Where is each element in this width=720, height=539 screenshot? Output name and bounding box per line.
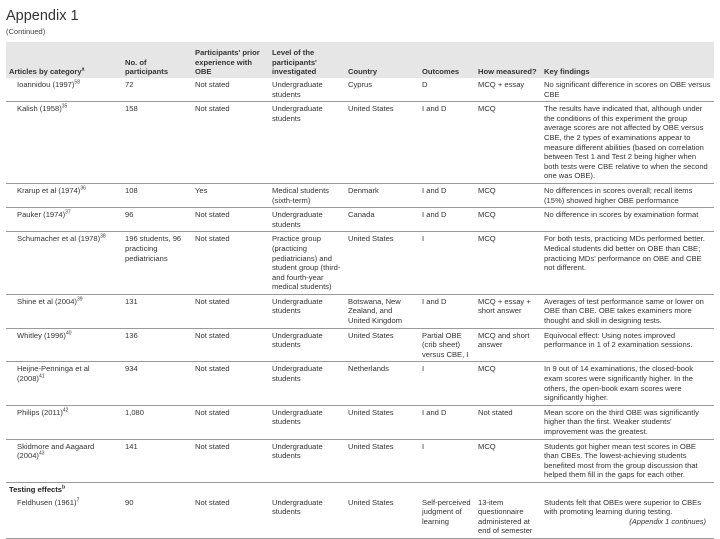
header-key-findings: Key findings bbox=[544, 67, 590, 77]
table-body-testing-effects bbox=[6, 496, 714, 539]
cell-prior-experience: Not stated bbox=[192, 232, 269, 295]
cell-article: Schumacher et al $(1978)^{38}$ bbox=[6, 232, 122, 295]
cell-level: Undergraduate students bbox=[269, 439, 345, 482]
cell-level: Undergraduate students bbox=[269, 102, 345, 184]
cell-level: Undergraduate students bbox=[269, 496, 345, 539]
cell-key-findings: Students got higher mean test scores in OBE than CBEs. The lowest-achieving students benefited most from the group discussion that helped them fill in the gaps for each other. bbox=[541, 439, 714, 482]
header-how-measured: How measured? bbox=[478, 67, 537, 77]
cell-article: Whitley $(1996)^{40}$ bbox=[6, 328, 122, 362]
cell-country: United States bbox=[345, 439, 419, 482]
cell-prior-experience: Not stated bbox=[192, 362, 269, 405]
cell-prior-experience: Not stated bbox=[192, 439, 269, 482]
cell-article: Krarup et al $(1974)^{36}$ bbox=[6, 183, 122, 207]
cell-prior-experience: Not stated bbox=[192, 405, 269, 439]
table-row bbox=[6, 78, 714, 102]
header-participants: No. of participants bbox=[125, 57, 169, 77]
section-row bbox=[6, 482, 714, 495]
cell-country: United States bbox=[345, 405, 419, 439]
cell-participants: 72 bbox=[122, 78, 192, 102]
cell-how-measured: MCQ + essay bbox=[475, 78, 541, 102]
cell-country: Cyprus bbox=[345, 78, 419, 102]
cell-outcomes: Partial OBE (crib sheet) versus CBE, I bbox=[419, 328, 475, 362]
table-row bbox=[6, 439, 714, 482]
cell-article: Feldhusen $(1961)^7$ bbox=[6, 496, 122, 539]
header-prior-experience: Participants' prior experience with OBE bbox=[195, 48, 260, 77]
cell-prior-experience: Not stated bbox=[192, 294, 269, 328]
cell-how-measured: MCQ bbox=[475, 102, 541, 184]
cell-outcomes: D bbox=[419, 78, 475, 102]
cell-article: Ioannidou $(1997)^{58}$ bbox=[6, 78, 122, 102]
cell-country: United States bbox=[345, 328, 419, 362]
cell-participants: 934 bbox=[122, 362, 192, 405]
table-row bbox=[6, 328, 714, 362]
table-row bbox=[6, 362, 714, 405]
continuation-note: (Appendix 1 continues) bbox=[629, 517, 706, 526]
cell-participants: 1,080 bbox=[122, 405, 192, 439]
header-outcomes: Outcomes bbox=[422, 67, 460, 77]
cell-article: Pauker $(1974)^{37}$ bbox=[6, 208, 122, 232]
table-header-row bbox=[6, 42, 714, 78]
cell-article: Shine et al $(2004)^{39}$ bbox=[6, 294, 122, 328]
cell-outcomes: Self-perceived judgment of learning bbox=[419, 496, 475, 539]
cell-article: Skidmore and Aagaard $(2004)^{43}$ bbox=[6, 439, 122, 482]
cell-outcomes: I and D bbox=[419, 102, 475, 184]
cell-key-findings: Mean score on the third OBE was significantly higher than the first. Weaker students' improvement was the greatest. bbox=[541, 405, 714, 439]
cell-outcomes: I bbox=[419, 362, 475, 405]
page-subtitle: (Continued) bbox=[6, 27, 46, 36]
cell-key-findings: Averages of test performance same or lower on OBE than CBE. OBE takes examiners more thought and skill in designing tests. bbox=[541, 294, 714, 328]
cell-participants: 131 bbox=[122, 294, 192, 328]
cell-level: Undergraduate students bbox=[269, 78, 345, 102]
cell-level: Undergraduate students bbox=[269, 405, 345, 439]
cell-how-measured: MCQ bbox=[475, 439, 541, 482]
table-row bbox=[6, 294, 714, 328]
cell-key-findings: No difference in scores by examination format bbox=[541, 208, 714, 232]
cell-country: Canada bbox=[345, 208, 419, 232]
page-title: Appendix 1 bbox=[6, 8, 79, 24]
cell-outcomes: I and D bbox=[419, 294, 475, 328]
cell-article: Heijne-Penninga et al $(2008)^{41}$ bbox=[6, 362, 122, 405]
table-row bbox=[6, 496, 714, 539]
cell-participants: 90 bbox=[122, 496, 192, 539]
cell-country: Denmark bbox=[345, 183, 419, 207]
cell-how-measured: Not stated bbox=[475, 405, 541, 439]
cell-how-measured: 13-item questionnaire administered at end of semester bbox=[475, 496, 541, 539]
cell-key-findings: Equivocal effect: Using notes improved performance in 1 of 2 examination sessions. bbox=[541, 328, 714, 362]
cell-participants: 158 bbox=[122, 102, 192, 184]
cell-participants: 141 bbox=[122, 439, 192, 482]
cell-outcomes: I and D bbox=[419, 208, 475, 232]
table-body bbox=[6, 78, 714, 482]
cell-level: Undergraduate students bbox=[269, 362, 345, 405]
cell-how-measured: MCQ bbox=[475, 208, 541, 232]
cell-level: Undergraduate students bbox=[269, 208, 345, 232]
cell-participants: 196 students, 96 practicing pediatricians bbox=[122, 232, 192, 295]
cell-level: Undergraduate students bbox=[269, 294, 345, 328]
cell-level: Medical students (sixth-term) bbox=[269, 183, 345, 207]
cell-country: United States bbox=[345, 232, 419, 295]
cell-prior-experience: Not stated bbox=[192, 496, 269, 539]
cell-prior-experience: Not stated bbox=[192, 78, 269, 102]
cell-participants: 96 bbox=[122, 208, 192, 232]
cell-country: United States bbox=[345, 102, 419, 184]
cell-country: Botswana, New Zealand, and United Kingdom bbox=[345, 294, 419, 328]
cell-outcomes: I bbox=[419, 439, 475, 482]
cell-country: United States bbox=[345, 496, 419, 539]
header-level: Level of the participants' investigated bbox=[272, 48, 317, 77]
table-row bbox=[6, 232, 714, 295]
cell-outcomes: I and D bbox=[419, 183, 475, 207]
cell-prior-experience: Not stated bbox=[192, 102, 269, 184]
cell-key-findings: Students felt that OBEs were superior to CBEs with promoting learning during testing. bbox=[541, 496, 714, 539]
cell-participants: 136 bbox=[122, 328, 192, 362]
header-country: Country bbox=[348, 67, 378, 77]
cell-prior-experience: Not stated bbox=[192, 208, 269, 232]
cell-level: Undergraduate students bbox=[269, 328, 345, 362]
table-row bbox=[6, 102, 714, 184]
appendix-table bbox=[6, 42, 714, 539]
cell-level: Practice group (practicing pediatricians) and student group (third- and fourth-year medical students) bbox=[269, 232, 345, 295]
table-row bbox=[6, 405, 714, 439]
cell-country: Netherlands bbox=[345, 362, 419, 405]
cell-article: Kalish $(1958)^{35}$ bbox=[6, 102, 122, 184]
section-body bbox=[6, 482, 714, 495]
cell-outcomes: I bbox=[419, 232, 475, 295]
cell-how-measured: MCQ + essay + short answer bbox=[475, 294, 541, 328]
cell-how-measured: MCQ and short answer bbox=[475, 328, 541, 362]
cell-key-findings: No significant difference in scores on OBE versus CBE bbox=[541, 78, 714, 102]
cell-participants: 108 bbox=[122, 183, 192, 207]
cell-how-measured: MCQ bbox=[475, 183, 541, 207]
cell-key-findings: For both tests, practicing MDs performed better. Medical students did better on OBE than CBE; practicing MDs' performance on OBE and CBE not different. bbox=[541, 232, 714, 295]
cell-key-findings: No differences in scores overall; recall items (15%) showed higher OBE performance bbox=[541, 183, 714, 207]
cell-key-findings: The results have indicated that, although under the conditions of this experiment the group average scores are not affected by OBE versus CBE, the 2 types of examinations appear to measure different abilities (based on correlation between Test 1 and Test 2 being higher when both tests were CBE relative to when the second one was OBE). bbox=[541, 102, 714, 184]
cell-how-measured: MCQ bbox=[475, 232, 541, 295]
header-articles: Articles by category$^a$ bbox=[9, 66, 85, 77]
table-row bbox=[6, 208, 714, 232]
cell-prior-experience: Not stated bbox=[192, 328, 269, 362]
cell-prior-experience: Yes bbox=[192, 183, 269, 207]
cell-key-findings: In 9 out of 14 examinations, the closed-book exam scores were significantly higher. In the others, the open-book exam scores were significantly higher. bbox=[541, 362, 714, 405]
cell-outcomes: I and D bbox=[419, 405, 475, 439]
cell-how-measured: MCQ bbox=[475, 362, 541, 405]
section-label: Testing effects$^b$ bbox=[9, 484, 66, 494]
cell-article: Philips $(2011)^{42}$ bbox=[6, 405, 122, 439]
table-row bbox=[6, 183, 714, 207]
